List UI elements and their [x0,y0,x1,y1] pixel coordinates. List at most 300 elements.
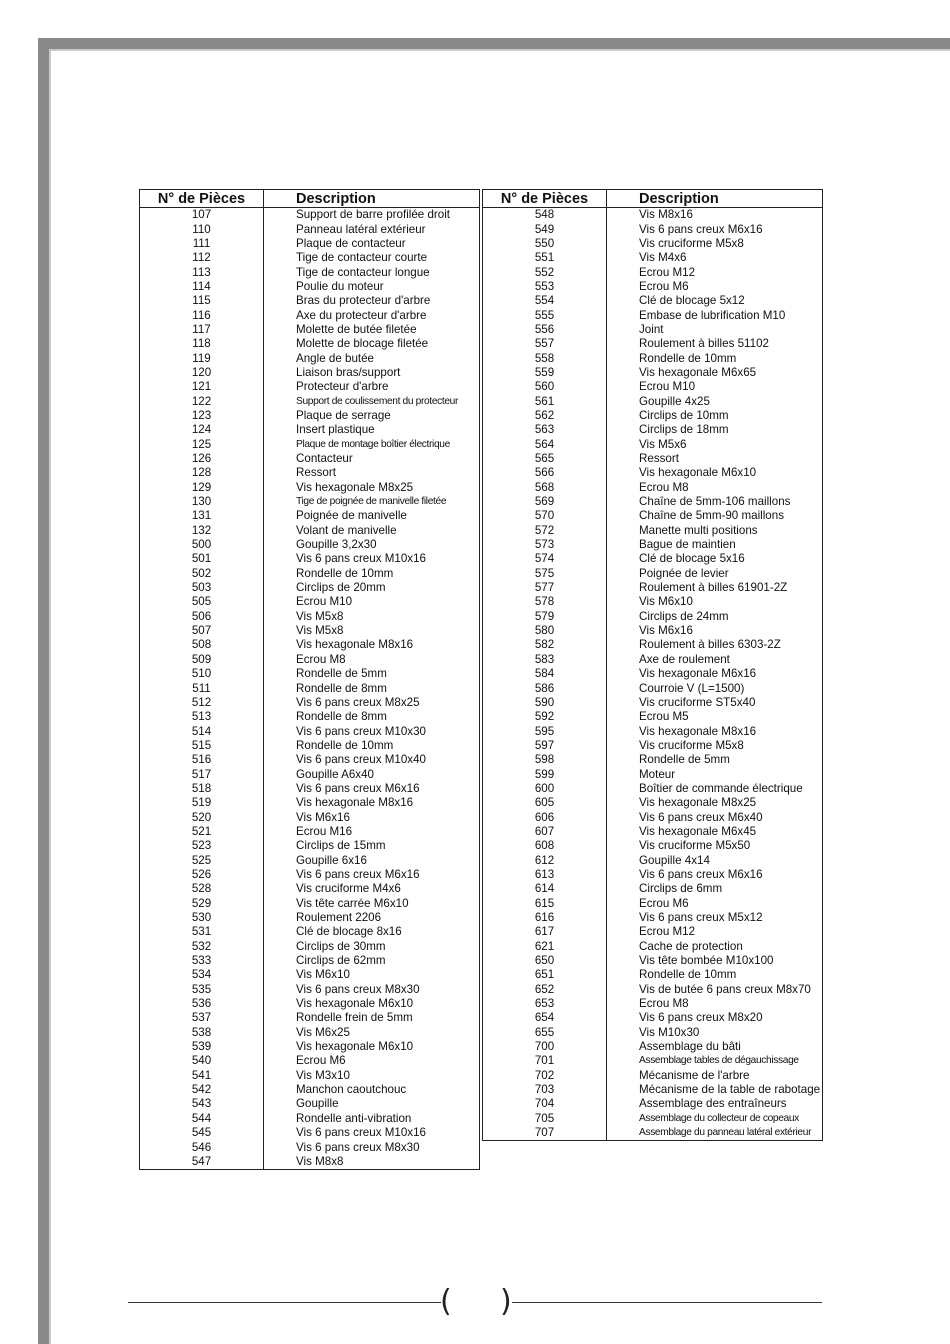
part-description: Bague de maintien [607,538,823,552]
table-row [140,624,480,638]
table-row [483,495,823,509]
table-row [483,1026,823,1040]
part-number: 615 [483,897,607,911]
table-row [140,997,480,1011]
table-row [140,940,480,954]
table-row [483,911,823,925]
table-row [483,581,823,595]
part-description: Manchon caoutchouc [264,1083,480,1097]
table-row [140,237,480,251]
part-number: 112 [140,251,264,265]
part-description: Rondelle de 5mm [264,667,480,681]
part-description: Ecrou M6 [607,280,823,294]
table-row [140,208,480,223]
table-row [140,767,480,781]
part-description: Goupille 4x25 [607,394,823,408]
table-row [483,323,823,337]
part-description: Vis hexagonale M6x10 [607,466,823,480]
table-row [140,409,480,423]
part-description: Vis hexagonale M6x65 [607,366,823,380]
table-row [483,739,823,753]
footer-rule-left [128,1302,441,1303]
part-number: 612 [483,853,607,867]
part-number: 549 [483,222,607,236]
part-number: 583 [483,653,607,667]
part-description: Liaison bras/support [264,366,480,380]
part-description: Poulie du moteur [264,280,480,294]
part-description: Ecrou M8 [607,481,823,495]
part-number: 130 [140,495,264,509]
part-description: Vis de butée 6 pans creux M8x70 [607,983,823,997]
table-row [483,1097,823,1111]
part-description: Ressort [607,452,823,466]
table-row [140,380,480,394]
part-number: 521 [140,825,264,839]
part-description: Circlips de 6mm [607,882,823,896]
table-row [483,710,823,724]
part-number: 564 [483,438,607,452]
part-description: Vis 6 pans creux M6x16 [607,868,823,882]
part-description: Rondelle de 10mm [264,567,480,581]
part-description: Vis 6 pans creux M10x40 [264,753,480,767]
part-number: 115 [140,294,264,308]
part-description: Rondelle anti-vibration [264,1112,480,1126]
part-description: Volant de manivelle [264,524,480,538]
part-description: Goupille 3,2x30 [264,538,480,552]
table-row [140,1026,480,1040]
table-row [483,1112,823,1126]
part-description: Plaque de serrage [264,409,480,423]
table-row [140,710,480,724]
part-number: 513 [140,710,264,724]
part-description: Plaque de contacteur [264,237,480,251]
part-description: Rondelle de 10mm [264,739,480,753]
part-number: 563 [483,423,607,437]
table-row [483,552,823,566]
part-description: Vis hexagonale M8x16 [264,638,480,652]
part-description: Vis hexagonale M8x25 [607,796,823,810]
part-description: Ecrou M6 [607,897,823,911]
table-row [483,595,823,609]
column-header-description: Description [607,190,823,208]
part-description: Vis 6 pans creux M5x12 [607,911,823,925]
part-number: 512 [140,696,264,710]
part-description: Ecrou M12 [607,265,823,279]
part-description: Roulement à billes 61901-2Z [607,581,823,595]
table-row [483,782,823,796]
part-number: 554 [483,294,607,308]
table-row [140,552,480,566]
table-row [483,940,823,954]
table-row [140,653,480,667]
part-number: 572 [483,524,607,538]
table-row [140,782,480,796]
part-description: Vis cruciforme M5x50 [607,839,823,853]
table-row [140,1140,480,1154]
part-number: 568 [483,481,607,495]
table-row [483,983,823,997]
part-description: Vis hexagonale M6x16 [607,667,823,681]
table-row [483,509,823,523]
part-number: 655 [483,1026,607,1040]
part-description: Panneau latéral extérieur [264,222,480,236]
part-number: 107 [140,208,264,223]
table-row [483,237,823,251]
part-number: 557 [483,337,607,351]
parts-table-left [139,189,480,1170]
part-number: 597 [483,739,607,753]
part-number: 653 [483,997,607,1011]
part-description: Tige de poignée de manivelle filetée [264,495,480,509]
part-number: 515 [140,739,264,753]
part-description: Vis 6 pans creux M6x16 [264,782,480,796]
table-row [140,1083,480,1097]
table-row [483,280,823,294]
part-description: Support de coulissement du protecteur [264,394,480,408]
part-number: 519 [140,796,264,810]
part-number: 532 [140,940,264,954]
table-row [140,394,480,408]
table-row [140,825,480,839]
part-number: 590 [483,696,607,710]
table-row [140,739,480,753]
part-description: Vis M6x16 [264,810,480,824]
table-row [140,1155,480,1170]
part-description: Assemblage tables de dégauchissage [607,1054,823,1068]
table-row [483,753,823,767]
table-row [140,495,480,509]
part-description: Roulement à billes 51102 [607,337,823,351]
part-number: 565 [483,452,607,466]
part-number: 514 [140,724,264,738]
part-number: 516 [140,753,264,767]
table-row [140,1126,480,1140]
table-row [140,696,480,710]
part-description: Rondelle de 8mm [264,681,480,695]
table-row [140,538,480,552]
table-row [140,1069,480,1083]
table-row [140,366,480,380]
part-description: Circlips de 24mm [607,610,823,624]
part-number: 518 [140,782,264,796]
part-description: Vis hexagonale M6x45 [607,825,823,839]
part-description: Vis 6 pans creux M8x25 [264,696,480,710]
part-number: 509 [140,653,264,667]
table-row [140,610,480,624]
part-description: Assemblage des entraîneurs [607,1097,823,1111]
part-number: 526 [140,868,264,882]
part-description: Goupille 4x14 [607,853,823,867]
column-header-description: Description [264,190,480,208]
table-header-row [140,190,480,208]
table-row [483,638,823,652]
part-number: 539 [140,1040,264,1054]
part-description: Ecrou M6 [264,1054,480,1068]
part-description: Poignée de levier [607,567,823,581]
part-number: 123 [140,409,264,423]
part-description: Goupille A6x40 [264,767,480,781]
part-description: Ressort [264,466,480,480]
part-number: 510 [140,667,264,681]
part-description: Ecrou M12 [607,925,823,939]
table-row [140,251,480,265]
part-description: Plaque de montage boîtier électrique [264,438,480,452]
part-number: 540 [140,1054,264,1068]
table-row [483,767,823,781]
table-row [140,897,480,911]
part-description: Vis M6x16 [607,624,823,638]
table-row [483,796,823,810]
part-number: 561 [483,394,607,408]
part-description: Rondelle frein de 5mm [264,1011,480,1025]
part-description: Molette de blocage filetée [264,337,480,351]
table-row [483,351,823,365]
part-number: 584 [483,667,607,681]
table-row [483,1126,823,1141]
part-description: Assemblage du collecteur de copeaux [607,1112,823,1126]
part-number: 616 [483,911,607,925]
table-row [140,581,480,595]
part-number: 606 [483,810,607,824]
table-row [483,997,823,1011]
table-row [483,567,823,581]
part-description: Vis M5x8 [264,624,480,638]
table-row [483,624,823,638]
part-number: 704 [483,1097,607,1111]
part-number: 528 [140,882,264,896]
table-row [483,452,823,466]
part-number: 534 [140,968,264,982]
page-frame-top [38,38,950,49]
part-description: Vis M3x10 [264,1069,480,1083]
part-description: Roulement à billes 6303-2Z [607,638,823,652]
part-description: Angle de butée [264,351,480,365]
part-number: 533 [140,954,264,968]
table-row [483,667,823,681]
table-row [483,538,823,552]
table-row [140,1011,480,1025]
part-number: 592 [483,710,607,724]
part-number: 617 [483,925,607,939]
part-number: 124 [140,423,264,437]
part-number: 517 [140,767,264,781]
part-description: Vis hexagonale M8x16 [607,724,823,738]
part-description: Clé de blocage 5x16 [607,552,823,566]
table-row [140,753,480,767]
table-row [483,208,823,223]
table-row [483,810,823,824]
part-description: Poignée de manivelle [264,509,480,523]
table-row [140,466,480,480]
part-number: 501 [140,552,264,566]
part-number: 119 [140,351,264,365]
part-number: 537 [140,1011,264,1025]
part-number: 508 [140,638,264,652]
table-row [140,638,480,652]
part-description: Rondelle de 8mm [264,710,480,724]
part-description: Vis 6 pans creux M6x16 [264,868,480,882]
part-description: Vis tête carrée M6x10 [264,897,480,911]
part-description: Ecrou M16 [264,825,480,839]
table-row [483,897,823,911]
table-row [483,294,823,308]
part-description: Circlips de 20mm [264,581,480,595]
part-number: 574 [483,552,607,566]
part-description: Boîtier de commande électrique [607,782,823,796]
part-number: 705 [483,1112,607,1126]
table-row [140,323,480,337]
part-number: 654 [483,1011,607,1025]
part-description: Roulement 2206 [264,911,480,925]
part-description: Cache de protection [607,940,823,954]
part-description: Rondelle de 10mm [607,968,823,982]
table-row [140,810,480,824]
table-row [483,839,823,853]
part-description: Vis 6 pans creux M6x16 [607,222,823,236]
part-description: Tige de contacteur courte [264,251,480,265]
part-description: Vis 6 pans creux M10x30 [264,724,480,738]
part-number: 529 [140,897,264,911]
table-row [140,222,480,236]
part-description: Goupille [264,1097,480,1111]
part-number: 560 [483,380,607,394]
part-number: 505 [140,595,264,609]
part-description: Moteur [607,767,823,781]
part-description: Vis M4x6 [607,251,823,265]
part-number: 542 [140,1083,264,1097]
part-number: 614 [483,882,607,896]
part-number: 562 [483,409,607,423]
table-row [140,983,480,997]
part-description: Vis hexagonale M8x25 [264,481,480,495]
table-row [483,968,823,982]
table-row [140,1097,480,1111]
part-number: 126 [140,452,264,466]
part-description: Courroie V (L=1500) [607,681,823,695]
table-row [140,351,480,365]
part-description: Vis M8x8 [264,1155,480,1170]
table-row [140,1112,480,1126]
part-number: 503 [140,581,264,595]
part-description: Goupille 6x16 [264,853,480,867]
table-row [483,481,823,495]
part-number: 578 [483,595,607,609]
part-description: Vis M5x6 [607,438,823,452]
part-number: 582 [483,638,607,652]
part-description: Vis M6x10 [607,595,823,609]
part-description: Ecrou M8 [607,997,823,1011]
part-description: Vis cruciforme M5x8 [607,739,823,753]
part-number: 608 [483,839,607,853]
table-row [483,466,823,480]
part-number: 700 [483,1040,607,1054]
parts-table-right [482,189,823,1141]
table-row [483,653,823,667]
table-row [140,595,480,609]
part-description: Rondelle de 5mm [607,753,823,767]
part-description: Clé de blocage 8x16 [264,925,480,939]
table-row [483,308,823,322]
part-description: Vis 6 pans creux M6x40 [607,810,823,824]
table-row [140,724,480,738]
table-row [140,438,480,452]
table-row [483,337,823,351]
part-description: Manette multi positions [607,524,823,538]
table-row [483,1069,823,1083]
part-number: 605 [483,796,607,810]
table-row [140,1054,480,1068]
part-number: 580 [483,624,607,638]
table-row [483,1011,823,1025]
part-description: Embase de lubrification M10 [607,308,823,322]
table-row [140,452,480,466]
part-number: 650 [483,954,607,968]
part-number: 652 [483,983,607,997]
table-row [483,394,823,408]
page-frame-inner-top [49,49,950,51]
table-row [140,868,480,882]
table-row [483,1054,823,1068]
part-number: 530 [140,911,264,925]
part-number: 651 [483,968,607,982]
part-description: Protecteur d'arbre [264,380,480,394]
table-row [483,1040,823,1054]
part-description: Vis cruciforme ST5x40 [607,696,823,710]
page-frame-left [38,38,49,1344]
part-number: 128 [140,466,264,480]
table-row [483,222,823,236]
part-description: Insert plastique [264,423,480,437]
part-number: 547 [140,1155,264,1170]
part-number: 544 [140,1112,264,1126]
part-number: 113 [140,265,264,279]
table-row [483,853,823,867]
part-number: 550 [483,237,607,251]
part-number: 122 [140,394,264,408]
part-number: 703 [483,1083,607,1097]
table-row [483,409,823,423]
part-description: Ecrou M5 [607,710,823,724]
table-row [483,868,823,882]
part-description: Circlips de 10mm [607,409,823,423]
page-frame-inner-left [49,49,51,1344]
table-row [483,265,823,279]
part-description: Ecrou M10 [264,595,480,609]
footer-rule-right [512,1302,822,1303]
part-description: Circlips de 62mm [264,954,480,968]
part-number: 507 [140,624,264,638]
part-description: Vis M6x25 [264,1026,480,1040]
part-number: 523 [140,839,264,853]
part-description: Contacteur [264,452,480,466]
table-row [483,696,823,710]
part-description: Molette de butée filetée [264,323,480,337]
part-number: 541 [140,1069,264,1083]
part-number: 131 [140,509,264,523]
part-number: 129 [140,481,264,495]
column-header-number: N° de Pièces [140,190,264,208]
table-row [140,796,480,810]
part-number: 707 [483,1126,607,1141]
part-number: 111 [140,237,264,251]
part-number: 536 [140,997,264,1011]
table-row [140,423,480,437]
part-description: Vis M8x16 [607,208,823,223]
table-row [483,366,823,380]
table-row [140,882,480,896]
part-number: 132 [140,524,264,538]
part-number: 573 [483,538,607,552]
